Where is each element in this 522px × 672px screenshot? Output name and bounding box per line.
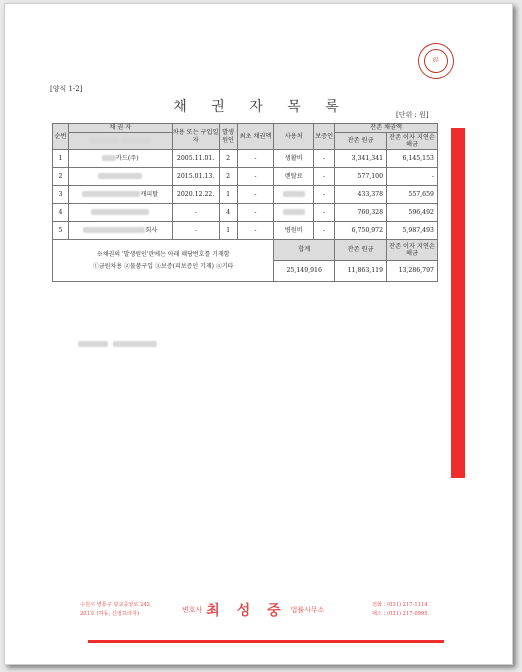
lawyer-suffix: 법률사무소 <box>290 606 325 614</box>
cell-seq: 4 <box>53 204 69 222</box>
creditor-name: 카드(주) <box>115 154 139 162</box>
cell-guarantor: - <box>314 168 335 186</box>
cell-creditor <box>68 186 172 204</box>
redacted-signature <box>78 333 160 340</box>
red-footer-bar <box>88 640 444 643</box>
cell-creditor <box>68 168 172 186</box>
address-line1: 수원시 영통구 광교중앙로 242, <box>80 602 152 608</box>
law-office-name <box>182 600 324 620</box>
cell-principal: 760,328 <box>335 204 387 222</box>
cell-cause: 1 <box>219 222 237 240</box>
table-row <box>53 204 438 222</box>
creditor-name: 캐피탈 <box>140 190 159 198</box>
cell-use <box>274 204 314 222</box>
cell-guarantor: - <box>314 204 335 222</box>
address-line2: 201호 (하동, 신영프라자) <box>80 611 139 618</box>
table-row <box>53 186 438 204</box>
cell-principal: 3,341,341 <box>335 150 387 168</box>
header-principal: 잔존 원금 <box>335 133 387 150</box>
cell-date: - <box>172 204 219 222</box>
sum-label: 합계 <box>274 240 335 261</box>
cell-initial: - <box>237 222 274 240</box>
cell-interest: 6,145,153 <box>387 150 438 168</box>
letterhead-footer <box>80 597 440 627</box>
header-interest: 잔존 이자 지연손해금 <box>387 133 438 150</box>
cell-date: - <box>172 222 219 240</box>
cell-date: 2015.01.13. <box>172 168 219 186</box>
office-contact <box>372 601 428 620</box>
sum-interest: 13,286,797 <box>387 261 438 282</box>
cell-seq: 5 <box>53 222 69 240</box>
cell-interest: 596,492 <box>387 204 438 222</box>
phone-number: 전화 : (031) 217-1114 <box>372 602 428 608</box>
creditor-table <box>52 123 438 282</box>
cell-principal: 577,100 <box>335 168 387 186</box>
sum-principal-label: 잔존 원금 <box>335 240 387 261</box>
cell-initial: - <box>237 168 274 186</box>
header-guarantor: 보증인 <box>314 124 335 150</box>
cell-initial: - <box>237 204 274 222</box>
cell-principal: 433,378 <box>335 186 387 204</box>
table-row <box>53 150 438 168</box>
header-use: 사용처 <box>274 124 314 150</box>
header-cause: 발생 원인 <box>219 124 237 150</box>
cell-initial: - <box>237 186 274 204</box>
table-row <box>53 168 438 186</box>
cell-creditor <box>68 204 172 222</box>
cause-note-line2: ①금원차용 ②물품구입 ③보증(피보증인 기재) ④기타 <box>92 262 234 270</box>
sum-interest-label: 잔존 이자 지연손해금 <box>387 240 438 261</box>
unit-label: [단위 : 원] <box>396 111 429 119</box>
cell-guarantor: - <box>314 222 335 240</box>
header-initial: 최초 채권액 <box>237 124 274 150</box>
header-creditor-redacted <box>68 133 172 150</box>
fax-number: 팩스 : (031) 217-0995 <box>372 611 428 618</box>
cell-use <box>274 186 314 204</box>
cell-cause: 4 <box>219 204 237 222</box>
header-seq: 순번 <box>53 124 69 150</box>
sum-principal: 11,863,119 <box>335 261 387 282</box>
lawyer-prefix: 변호사 <box>182 606 203 614</box>
header-date: 차용 또는 구입일자 <box>172 124 219 150</box>
form-number: [양식 1-2] <box>50 85 83 93</box>
cell-seq: 2 <box>53 168 69 186</box>
cell-date: 2005.11.01. <box>172 150 219 168</box>
cell-cause: 2 <box>219 168 237 186</box>
seal-stamp-inner: 印 <box>421 46 451 76</box>
header-creditor: 채 권 자 <box>68 124 172 133</box>
cell-creditor <box>68 222 172 240</box>
cell-guarantor: - <box>314 150 335 168</box>
cell-date: 2020.12.22. <box>172 186 219 204</box>
cell-use: 병원비 <box>274 222 314 240</box>
cell-guarantor: - <box>314 186 335 204</box>
table-row <box>53 222 438 240</box>
cause-note-line1: ※채권의 '발생원인'란에는 아래 해당번호를 기재함 <box>96 250 230 258</box>
cause-note <box>53 240 274 282</box>
cell-principal: 6,750,972 <box>335 222 387 240</box>
cell-interest: 557,659 <box>387 186 438 204</box>
cell-cause: 2 <box>219 150 237 168</box>
cell-interest: 5,987,493 <box>387 222 438 240</box>
cell-seq: 3 <box>53 186 69 204</box>
cell-seq: 1 <box>53 150 69 168</box>
creditor-name: 회사 <box>145 226 158 234</box>
sum-total: 25,149,916 <box>274 261 335 282</box>
lawyer-name: 최 성 중 <box>206 603 287 619</box>
cell-initial: - <box>237 150 274 168</box>
cell-interest: - <box>387 168 438 186</box>
cell-cause: 1 <box>219 186 237 204</box>
cell-creditor <box>68 150 172 168</box>
office-address <box>80 601 152 620</box>
document-title: 채 권 자 목 록 <box>173 99 349 115</box>
cell-use: 생활비 <box>274 150 314 168</box>
cell-use: 렌탈료 <box>274 168 314 186</box>
red-side-bar <box>451 128 465 478</box>
header-balance-group: 잔존 채권액 <box>335 124 438 133</box>
